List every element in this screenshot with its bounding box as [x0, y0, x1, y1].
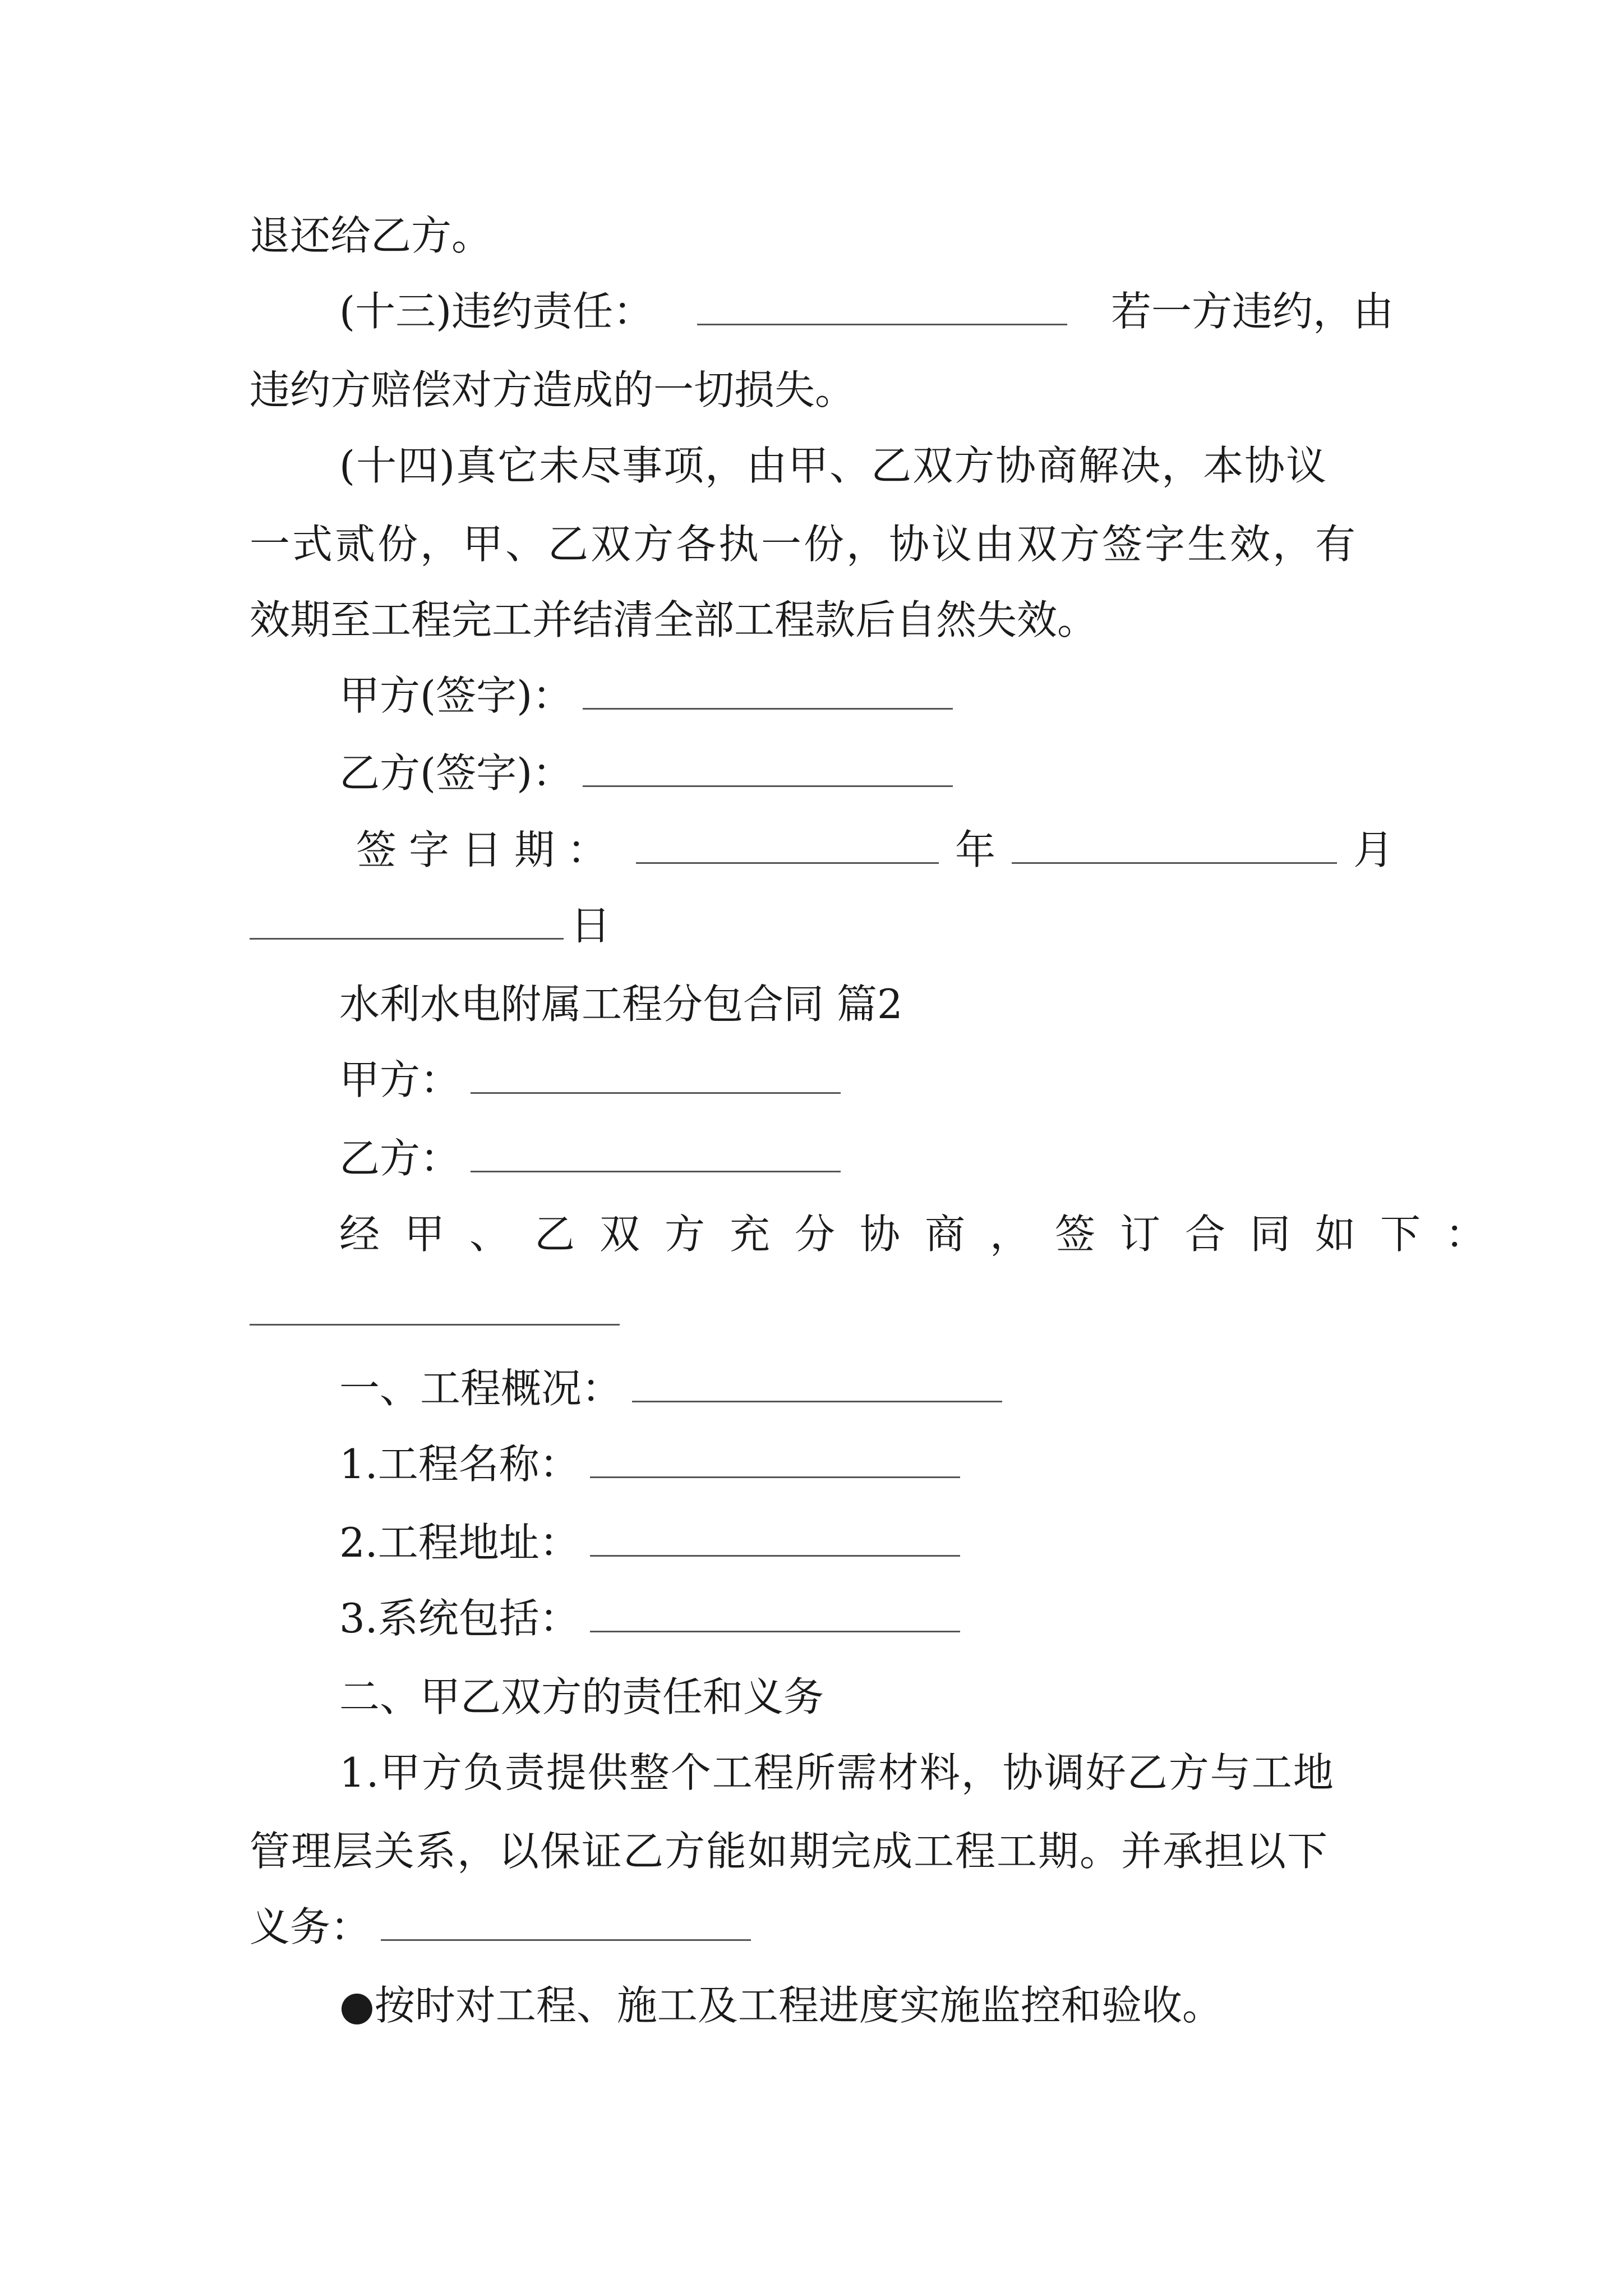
contract-intro: 经甲、乙双方充分协商，签订合同如下：: [339, 1211, 1511, 1258]
party-b-label: 乙方：: [339, 1135, 461, 1182]
project-name-label: 1.工程名称：: [339, 1441, 580, 1488]
paragraph-line: 违约方赔偿对方造成的一切损失。: [250, 366, 856, 413]
system-scope-label: 3.系统包括：: [339, 1595, 580, 1642]
date-day-line: [250, 898, 1394, 954]
signature-b-blank: [583, 745, 953, 787]
system-scope: [339, 1590, 1483, 1646]
signature-a: [339, 668, 1483, 724]
bullet-item: ●按时对工程、施工及工程进度实施监控和验收。: [339, 1982, 1223, 2029]
intro-blank: [250, 1324, 620, 1326]
project-address: [339, 1515, 1483, 1571]
paragraph-line: 退还给乙方。: [250, 212, 492, 259]
project-name: [339, 1436, 1483, 1492]
clause-13-label: (十三)违约责任：: [339, 288, 654, 335]
date-label: 签字日期：: [356, 826, 620, 873]
system-scope-blank: [590, 1590, 960, 1632]
project-address-label: 2.工程地址：: [339, 1519, 580, 1566]
signature-a-label: 甲方(签字)：: [339, 672, 573, 719]
signature-b-label: 乙方(签字)：: [339, 749, 573, 797]
clause-14-line: (十四)真它未尽事项，由甲、乙双方协商解决，本协议: [339, 442, 1328, 489]
party-a-label: 甲方：: [339, 1056, 461, 1103]
clause-13-suffix: 若一方违约，由: [1110, 288, 1394, 335]
party-b: [339, 1130, 1483, 1186]
paragraph-line: 1.甲方负责提供整个工程所需材料，协调好乙方与工地: [339, 1749, 1335, 1796]
section-2: 二、甲乙双方的责任和义务: [339, 1673, 824, 1720]
date-day-label: 日: [570, 902, 611, 949]
clause-13: [339, 283, 1394, 339]
section-1: [339, 1360, 1483, 1416]
section-title: 水利水电附属工程分包合同 篇2: [339, 981, 903, 1028]
project-name-blank: [590, 1436, 960, 1478]
obligations: [250, 1899, 1394, 1955]
project-address-blank: [590, 1515, 960, 1557]
date-day-blank: [250, 898, 564, 940]
obligations-label: 义务：: [250, 1903, 371, 1950]
paragraph-line: 一式贰份，甲、乙双方各执一份，协议由双方签字生效，有: [250, 521, 1358, 568]
party-a-blank: [471, 1052, 841, 1094]
date-month-label: 月: [1353, 826, 1394, 873]
date-year-label: 年: [955, 826, 995, 873]
obligations-blank: [381, 1899, 751, 1941]
clause-13-blank: [697, 283, 1067, 325]
signature-a-blank: [583, 668, 953, 710]
section-1-label: 一、工程概况：: [339, 1365, 623, 1412]
paragraph-line: 管理层关系，以保证乙方能如期完成工程工期。并承担以下: [250, 1828, 1329, 1875]
signature-b: [339, 745, 1483, 801]
paragraph-line: 效期至工程完工并结清全部工程款后自然失效。: [250, 596, 1098, 643]
party-b-blank: [471, 1130, 841, 1172]
date-month-blank: [1012, 822, 1337, 864]
date-year-blank: [636, 822, 939, 864]
section-1-blank: [632, 1360, 1002, 1402]
signature-date: [339, 822, 1394, 878]
party-a: [339, 1052, 1483, 1108]
